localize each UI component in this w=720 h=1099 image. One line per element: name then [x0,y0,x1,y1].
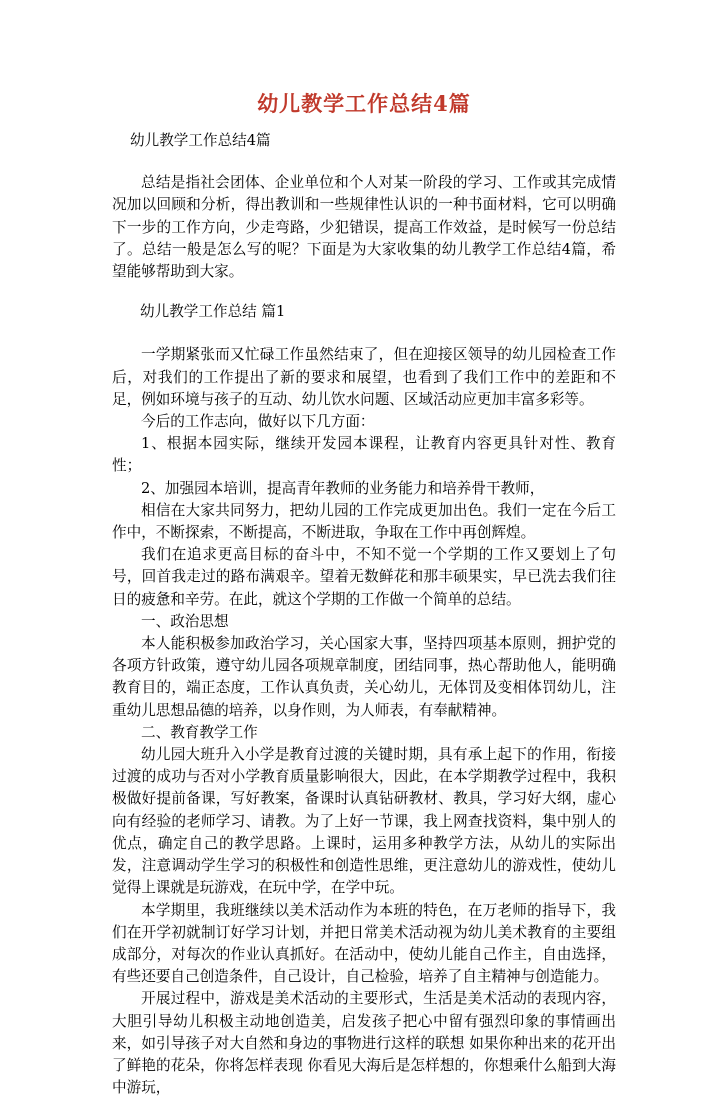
section-heading: 幼儿教学工作总结 篇1 [140,303,286,321]
body-paragraph: 我们在追求更高目标的奋斗中，不知不觉一个学期的工作又要划上了句号，回首我走过的路布满艰辛。望着无数鲜花和那丰硕果实，早已洗去我们往日的疲惫和辛劳。在此，就这个学期的工作做一个简单的总结。 [112,546,616,608]
subsection-heading: 二、教育教学工作 [141,723,258,741]
body-paragraph: 开展过程中，游戏是美术活动的主要形式，生活是美术活动的表现内容，大胆引导幼儿积极主动地创造美，启发孩子把心中留有强烈印象的事情画出来，如引导孩子对大自然和身边的事物进行这样的联想 如果你种出来的花开出了鲜艳的花朵，你将怎样表现 你看见大海后是怎样想的，你想乘什么船到大海中游玩， [112,990,616,1097]
body-paragraph: 今后的工作志向，做好以下几方面： [141,413,375,431]
list-item: 1、根据本园实际，继续开发园本课程，让教育内容更具针对性、教育性； [112,435,616,475]
list-item: 2、加强园本培训，提高青年教师的业务能力和培养骨干教师， [141,479,545,497]
subsection-heading: 一、政治思想 [141,612,229,630]
body-paragraph: 本学期里，我班继续以美术活动作为本班的特色，在万老师的指导下，我们在开学初就制订好学习计划，并把日常美术活动视为幼儿美术教育的主要组成部分，对每次的作业认真抓好。在活动中，使幼儿能自己作主，自由选择，有些还要自己创造条件，自己设计，自己检验，培养了自主精神与创造能力。 [112,901,616,986]
body-paragraph: 本人能积极参加政治学习，关心国家大事，坚持四项基本原则，拥护党的各项方针政策，遵守幼儿园各项规章制度，团结同事，热心帮助他人，能明确教育目的，端正态度，工作认真负责，关心幼儿，无体罚及变相体罚幼儿，注重幼儿思想品德的培养，以身作则，为人师表，有奉献精神。 [112,635,616,719]
document-subtitle: 幼儿教学工作总结4篇 [130,132,271,149]
body-paragraph: 相信在大家共同努力，把幼儿园的工作完成更加出色。我们一定在今后工作中，不断探索，不断提高，不断进取，争取在工作中再创辉煌。 [112,501,616,542]
spacer [112,283,616,301]
intro-paragraph: 总结是指社会团体、企业单位和个人对某一阶段的学习、工作或其完成情况加以回顾和分析，得出教训和一些规律性认识的一种书面材料，它可以明确下一步的工作方向，少走弯路，少犯错误，提高工作效益，是时候写一份总结了。总结一般是怎么写的呢？下面是为大家收集的幼儿教学工作总结4篇，希望能够帮助到大家。 [112,174,616,281]
document-title: 幼儿教学工作总结4篇 [257,91,471,116]
body-paragraph: 幼儿园大班升入小学是教育过渡的关键时期，具有承上起下的作用，衔接过渡的成功与否对小学教育质量影响很大，因此，在本学期教学过程中，我积极做好提前备课，写好教案，备课时认真钻研教材、教具，学习好大纲，虚心向有经验的老师学习、请教。为了上好一节课，我上网查找资料，集中别人的优点，确定自己的教学思路。上课时，运用多种教学方法，从幼儿的实际出发，注意调动学生学习的积极性和创造性思维，更注意幼儿的游戏性，使幼儿觉得上课就是玩游戏，在玩中学，在学中玩。 [112,746,616,897]
body-paragraph: 一学期紧张而又忙碌工作虽然结束了，但在迎接区领导的幼儿园检查工作后，对我们的工作提出了新的要求和展望，也看到了我们工作中的差距和不足，例如环境与孩子的互动、幼儿饮水问题、区域活动应更加丰富多彩等。 [112,346,616,408]
